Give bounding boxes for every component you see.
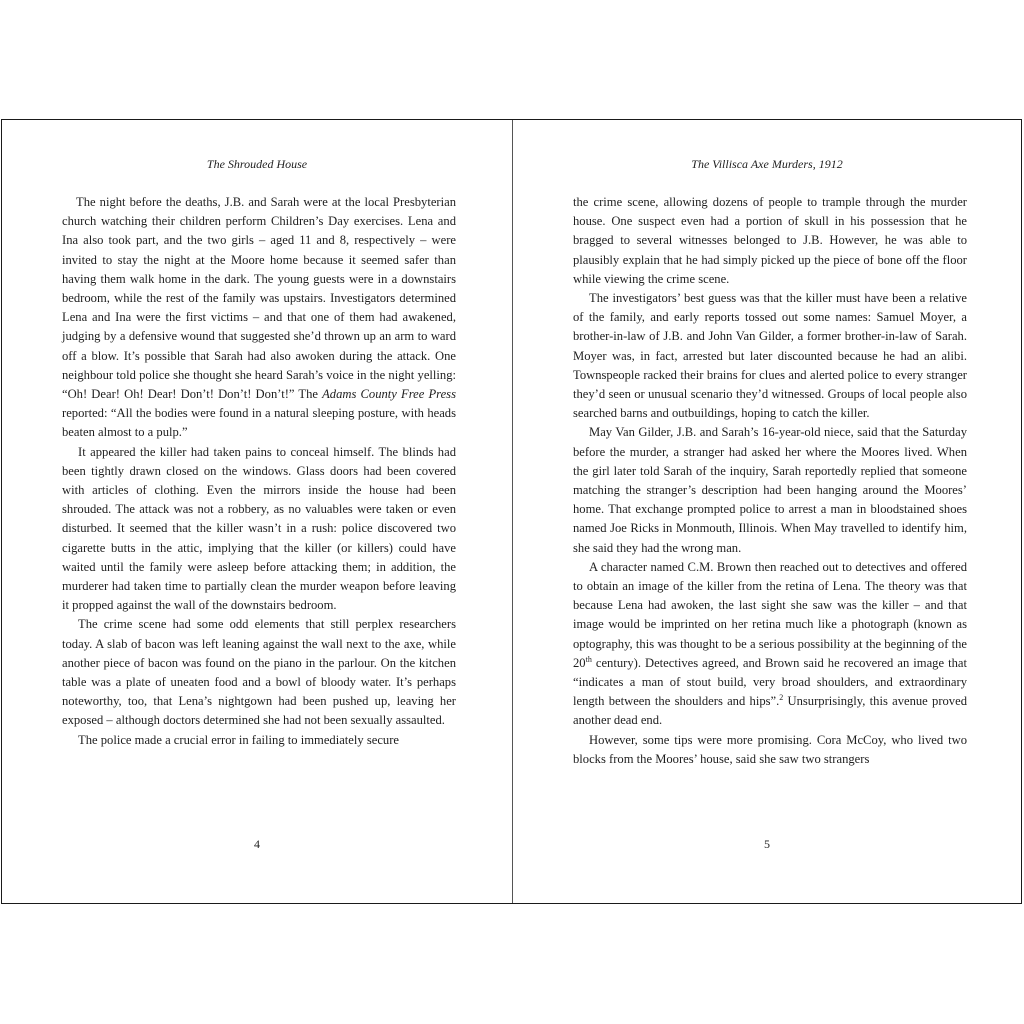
left-page-number: 4: [254, 837, 260, 851]
left-paragraph-1: The night before the deaths, J.B. and Sarah were at the local Presbyterian church watching their children perform Children’s Day exercises. Lena and Ina also took part, and the two girls – aged 11 and 8, respectively – were invited to stay the night at the Moore home because it seemed safer than having them walk home in the dark. The young guests were in a downstairs bedroom, while the rest of the family was upstairs. Investigators determined Lena and Ina were the first victims – and that one of them had awakened, judging by a defensive wound that suggested she’d thrown up an arm to ward off a blow. It’s possible that Sarah had also awoken during the attack. One neighbour told police she thought she heard Sarah’s voice in the night yelling: “Oh! Dear! Oh! Dear! Don’t! Don’t! Don’t!” The Adams County Free Press reported: “All the bodies were found in a natural sleeping posture, with heads beaten almost to a pulp.”: [62, 195, 456, 440]
right-paragraph-1: the crime scene, allowing dozens of people to trample through the murder house. One suspect even had a portion of skull in his possession that he bragged to several witnesses belonged to J.B. However, he was able to plausibly explain that he had simply picked up the piece of bone off the floor while viewing the crime scene.: [573, 195, 967, 286]
right-page: [513, 120, 1021, 903]
right-paragraph-2: The investigators’ best guess was that the killer must have been a relative of the family, and early reports tossed out some names: Samuel Moyer, a brother-in-law of J.B. and John Van Gilder, a former brother-in-law of Sarah. Moyer was, in fact, arrested but later discounted because he had an alibi. Townspeople racked their brains for clues and alerted police to every stranger they’d seen or unusual scenario they’d witnessed. Groups of local people also searched barns and outbuildings, hoping to catch the killer.: [573, 291, 967, 421]
left-page: [2, 120, 512, 903]
right-running-head: The Villisca Axe Murders, 1912: [691, 157, 843, 171]
newspaper-title: Adams County Free Press: [322, 387, 456, 402]
right-paragraph-4: A character named C.M. Brown then reached out to detectives and offered to obtain an image of the killer from the retina of Lena. The theory was that because Lena had awoken, the last sight she saw was the killer – and that image would be imprinted on her retina much like a photograph (known as optography, this was thought to be a serious possibility at the beginning of the 20th century). Detectives agreed, and Brown said he recovered an image that “indicates a man of stout build, very broad shoulders, and extraordinary length between the shoulders and hips”.$^2$ Unsurprisingly, this avenue proved another dead end.: [573, 559, 967, 728]
right-body-text: [573, 193, 967, 769]
book-spread: [1, 119, 1022, 904]
left-paragraph-2: It appeared the killer had taken pains to conceal himself. The blinds had been tightly drawn closed on the windows. Glass doors had been covered with articles of clothing. Even the mirrors inside the house had been shrouded. The attack was not a robbery, as no valuables were taken or even disturbed. It seemed that the killer wasn’t in a rush: police discovered two cigarette butts in the attic, implying that the killer (or killers) could have waited until the family were asleep before attacking them; in addition, the murderer had taken time to partially clean the murder weapon before leaving it propped against the wall of the downstairs bedroom.: [62, 444, 456, 613]
right-paragraph-5: However, some tips were more promising. Cora McCoy, who lived two blocks from the Moores’ house, said she saw two strangers: [573, 732, 967, 766]
left-body-text: [62, 193, 456, 750]
left-paragraph-3: The crime scene had some odd elements that still perplex researchers today. A slab of bacon was left leaning against the wall next to the axe, while another piece of bacon was found on the piano in the parlour. On the kitchen table was a plate of uneaten food and a bowl of bloody water. It’s perhaps noteworthy, too, that Lena’s nightgown had been pushed up, leaving her exposed – although doctors determined she had not been sexually assaulted.: [62, 617, 456, 728]
footnote-marker: 2: [779, 693, 784, 703]
left-running-head: The Shrouded House: [206, 157, 308, 171]
ordinal-superscript: th: [585, 654, 592, 664]
left-paragraph-4: The police made a crucial error in failing to immediately secure: [78, 732, 399, 747]
right-page-number: 5: [764, 837, 770, 851]
right-paragraph-3: May Van Gilder, J.B. and Sarah’s 16-year-old niece, said that the Saturday before the murder, a stranger had asked her where the Moores lived. When the girl later told Sarah of the inquiry, Sarah reportedly replied that someone matching the stranger’s description had been hanging around the Moores’ home. That exchange prompted police to arrest a man in bloodstained shoes named Joe Ricks in Monmouth, Illinois. When May travelled to identify him, she said they had the wrong man.: [573, 425, 967, 555]
